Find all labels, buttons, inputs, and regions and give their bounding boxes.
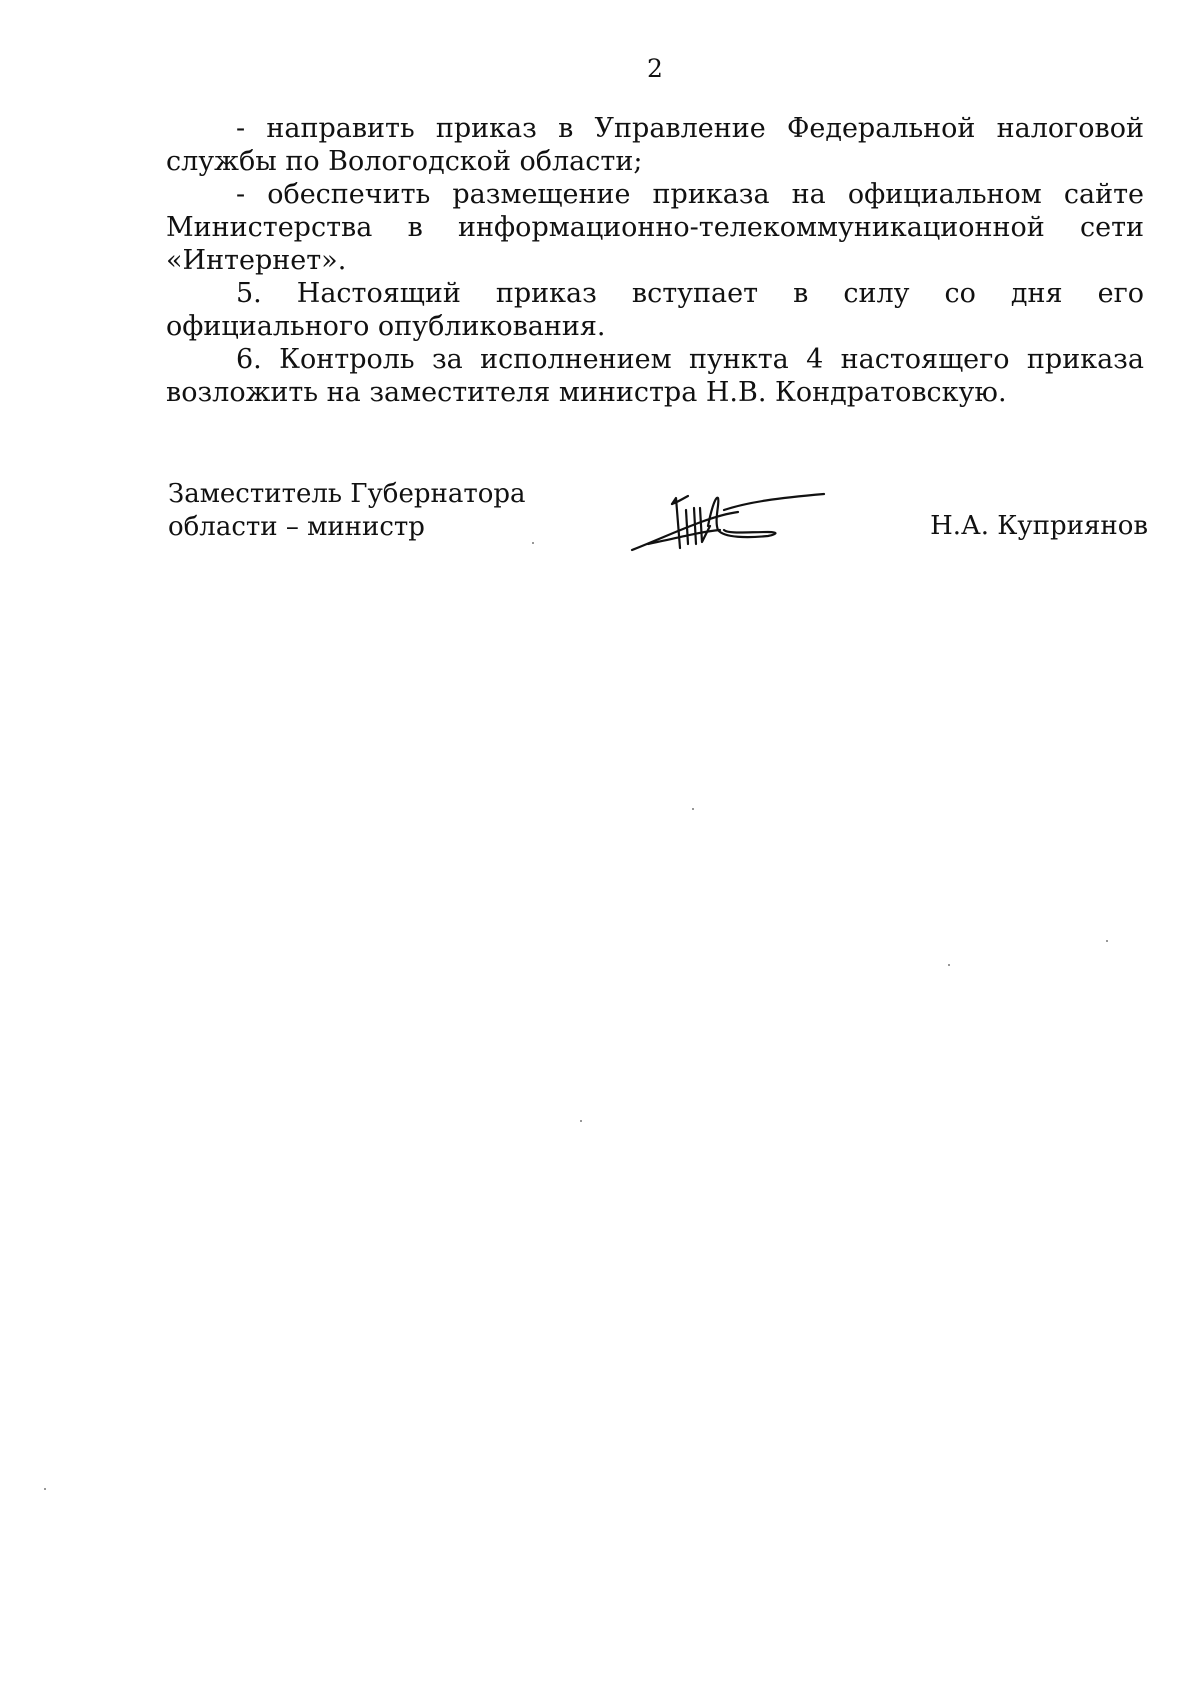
paragraph-publish-on-site: - обеспечить размещение приказа на официальном сайте Министерства в информационно-телекоммуникационной сети «Интернет». — [166, 179, 1144, 276]
signatory-position — [168, 478, 526, 544]
scan-speck — [44, 1488, 46, 1490]
scan-speck — [1106, 940, 1108, 942]
scan-speck — [948, 964, 950, 966]
handwritten-signature-icon — [628, 486, 828, 556]
document-body — [166, 112, 1144, 409]
scan-speck — [692, 808, 694, 810]
scan-speck — [532, 542, 534, 544]
signatory-position-line2: области – министр — [168, 512, 425, 542]
paragraph-effective-date: 5. Настоящий приказ вступает в силу со дня его официального опубликования. — [166, 278, 1144, 342]
signatory-name: Н.А. Куприянов — [930, 511, 1148, 541]
signatory-position-line1: Заместитель Губернатора — [168, 479, 526, 509]
page-number: 2 — [647, 54, 663, 83]
paragraph-send-to-tax-service: - направить приказ в Управление Федеральной налоговой службы по Вологодской области; — [166, 113, 1144, 177]
paragraph-control: 6. Контроль за исполнением пункта 4 настоящего приказа возложить на заместителя министра Н.В. Кондратовскую. — [166, 344, 1144, 408]
scan-speck — [580, 1120, 582, 1122]
